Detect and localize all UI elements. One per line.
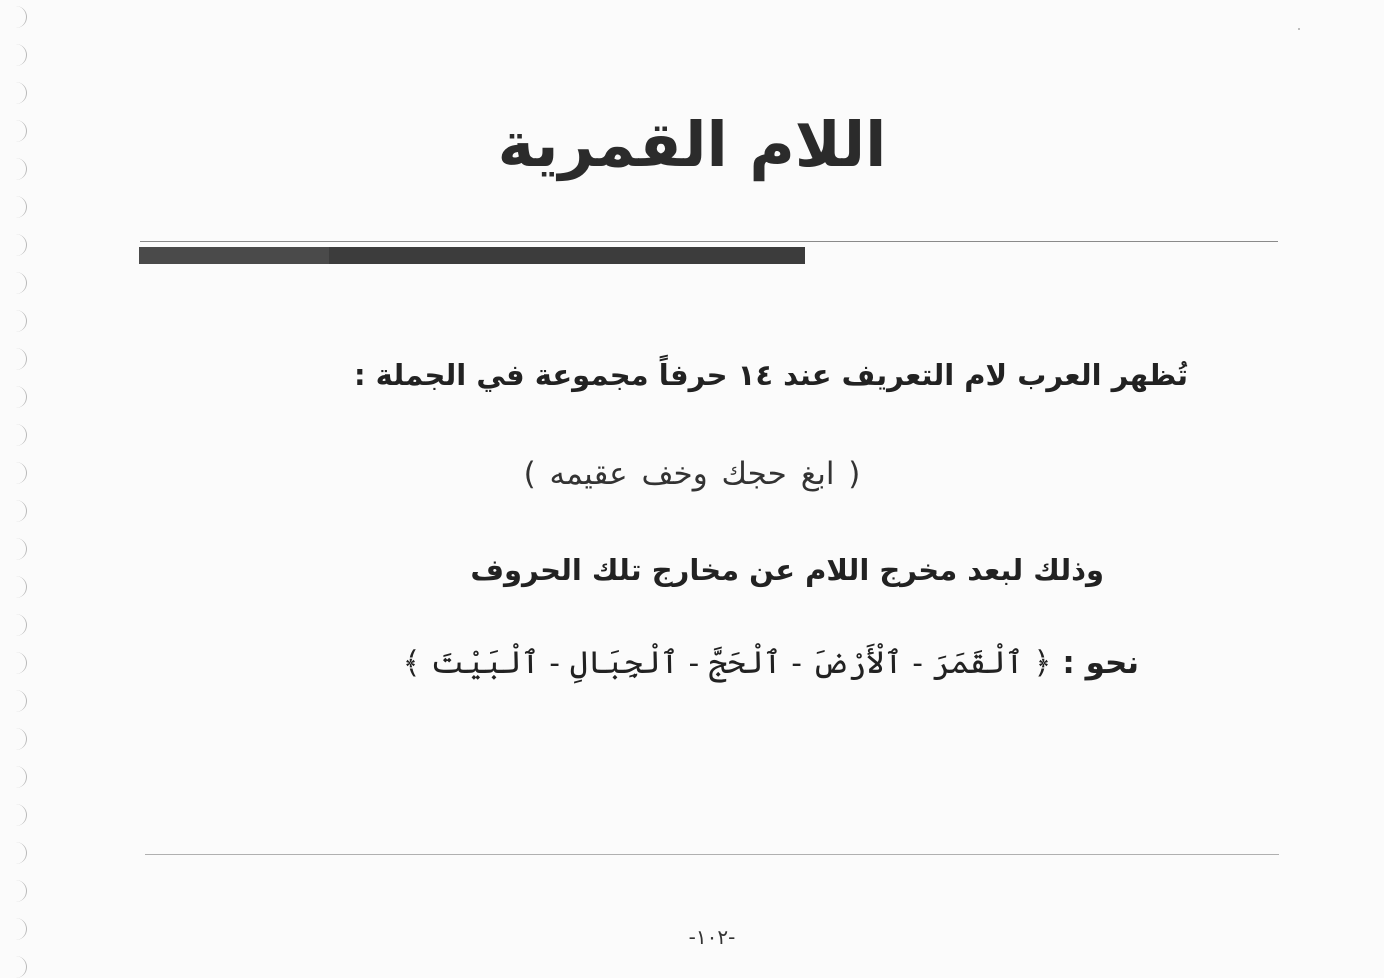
binding-ring	[14, 348, 27, 370]
example-line	[403, 645, 1139, 681]
page-title: اللام القمرية	[497, 108, 887, 181]
binding-ring	[14, 690, 27, 712]
mnemonic-text: ( ابغ حجك وخف عقيمه )	[523, 456, 861, 492]
binding-ring	[14, 386, 27, 408]
binding-ring	[14, 652, 27, 674]
binding-ring	[14, 272, 27, 294]
binding-ring	[14, 614, 27, 636]
binding-ring	[14, 234, 27, 256]
binding-ring	[14, 880, 27, 902]
binding-ring	[14, 956, 27, 978]
binding-ring	[14, 500, 27, 522]
binding-ring	[14, 424, 27, 446]
title-divider-thick	[139, 247, 805, 264]
scan-speck	[1298, 28, 1300, 30]
binding-ring	[14, 538, 27, 560]
binding-ring	[14, 196, 27, 218]
title-divider-thin	[140, 241, 1278, 242]
footer-divider	[145, 854, 1279, 855]
example-label: نحو :	[1062, 645, 1139, 681]
example-quran-words: ﴿ ٱلْقَمَرَ - ٱلْأَرْضَ - ٱلْحَجَّ - ٱلْجِبَالِ - ٱلْبَيْتَ ﴾	[402, 645, 1052, 681]
intro-text: تُظهر العرب لام التعريف عند ١٤ حرفاً مجموعة في الجملة :	[353, 358, 1188, 392]
binding-ring	[14, 576, 27, 598]
reason-text: وذلك لبعد مخرج اللام عن مخارج تلك الحروف	[470, 553, 1104, 587]
binding-ring	[14, 310, 27, 332]
title-divider-thick-segment	[139, 247, 329, 264]
binding-ring	[14, 6, 27, 28]
binding-ring	[14, 82, 27, 104]
binding-ring	[14, 842, 27, 864]
binding-ring	[14, 766, 27, 788]
binding-ring	[14, 804, 27, 826]
binding-ring	[14, 44, 27, 66]
binding-ring	[14, 728, 27, 750]
page-number: -١٠٢-	[688, 925, 736, 949]
